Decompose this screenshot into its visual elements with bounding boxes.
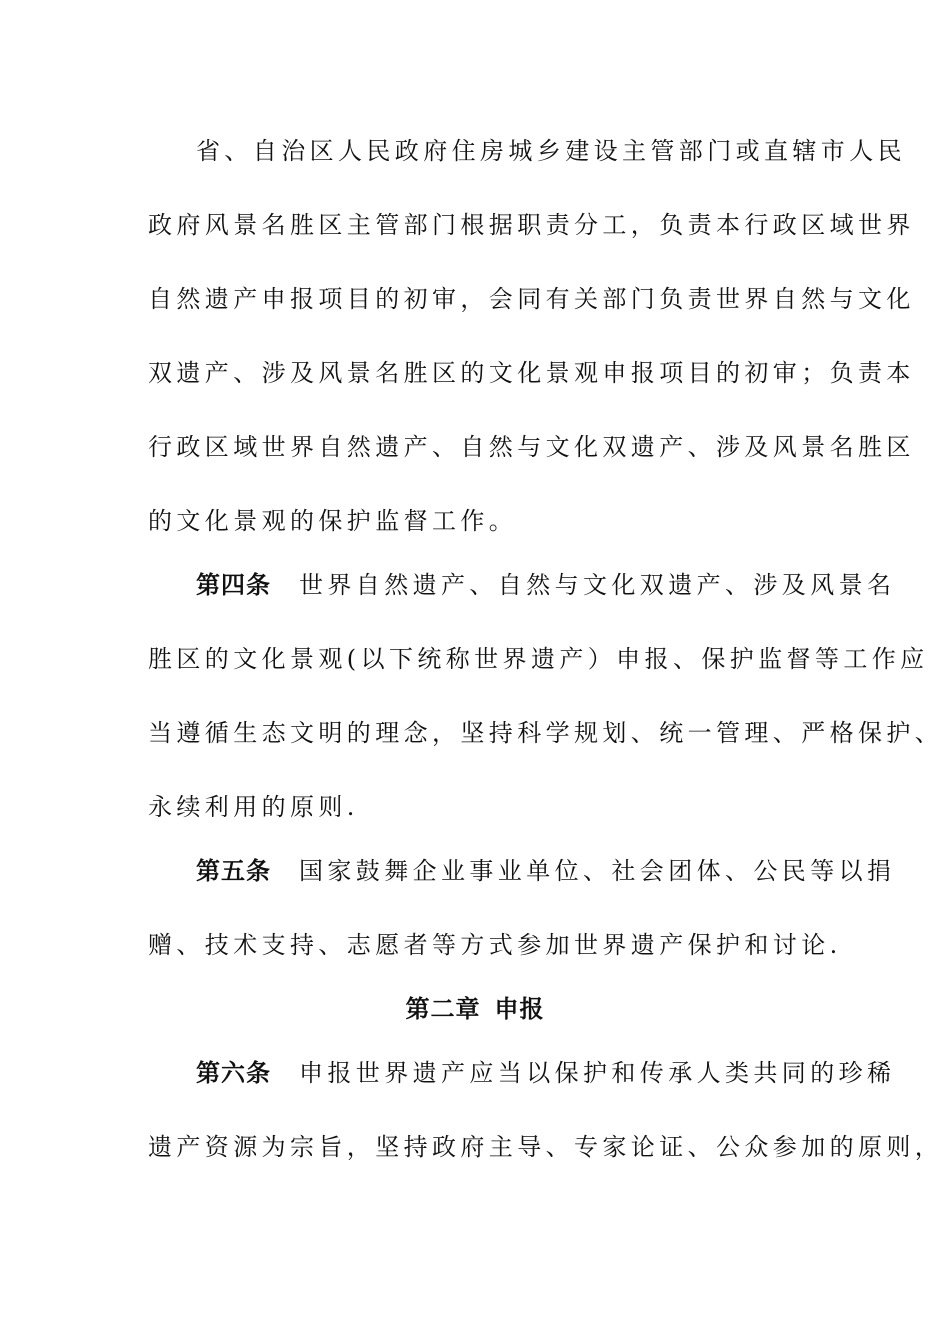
article-4-heading: 第四条 [196,570,271,599]
article-4-line: 当遵循生态文明的理念，坚持科学规划、统一管理、严格保护、 [148,719,944,747]
article-5-line: 赠、技术支持、志愿者等方式参加世界遗产保护和讨论. [148,931,842,959]
chapter-title [0,994,950,1024]
chapter-number: 第二章 [405,994,481,1023]
article-6-heading: 第六条 [196,1058,271,1087]
paragraph-line: 省、自治区人民政府住房城乡建设主管部门或直辖市人民 [196,137,906,165]
article-5-first-line [196,856,916,886]
paragraph-line: 的文化景观的保护监督工作。 [148,507,518,535]
article-4-line: 胜区的文化景观(以下统称世界遗产）申报、保护监督等工作应 [148,645,929,673]
paragraph-line: 双遗产、涉及风景名胜区的文化景观申报项目的初审；负责本 [148,359,915,387]
article-4-text: 世界自然遗产、自然与文化双遗产、涉及风景名 [299,571,896,599]
article-6-first-line [196,1058,916,1088]
article-6-line: 遗产资源为宗旨，坚持政府主导、专家论证、公众参加的原则， [148,1133,944,1161]
article-4-line: 永续利用的原则. [148,793,359,821]
paragraph-line: 自然遗产申报项目的初审，会同有关部门负责世界自然与文化 [148,285,915,313]
article-4-first-line [196,570,916,600]
article-6-text: 申报世界遗产应当以保护和传承人类共同的珍稀 [299,1059,896,1087]
article-5-heading: 第五条 [196,856,271,885]
paragraph-line: 政府风景名胜区主管部门根据职责分工，负责本行政区域世界 [148,211,915,239]
article-5-text: 国家鼓舞企业事业单位、社会团体、公民等以捐 [299,857,896,885]
paragraph-line: 行政区域世界自然遗产、自然与文化双遗产、涉及风景名胜区 [148,433,915,461]
chapter-name: 申报 [494,994,545,1023]
